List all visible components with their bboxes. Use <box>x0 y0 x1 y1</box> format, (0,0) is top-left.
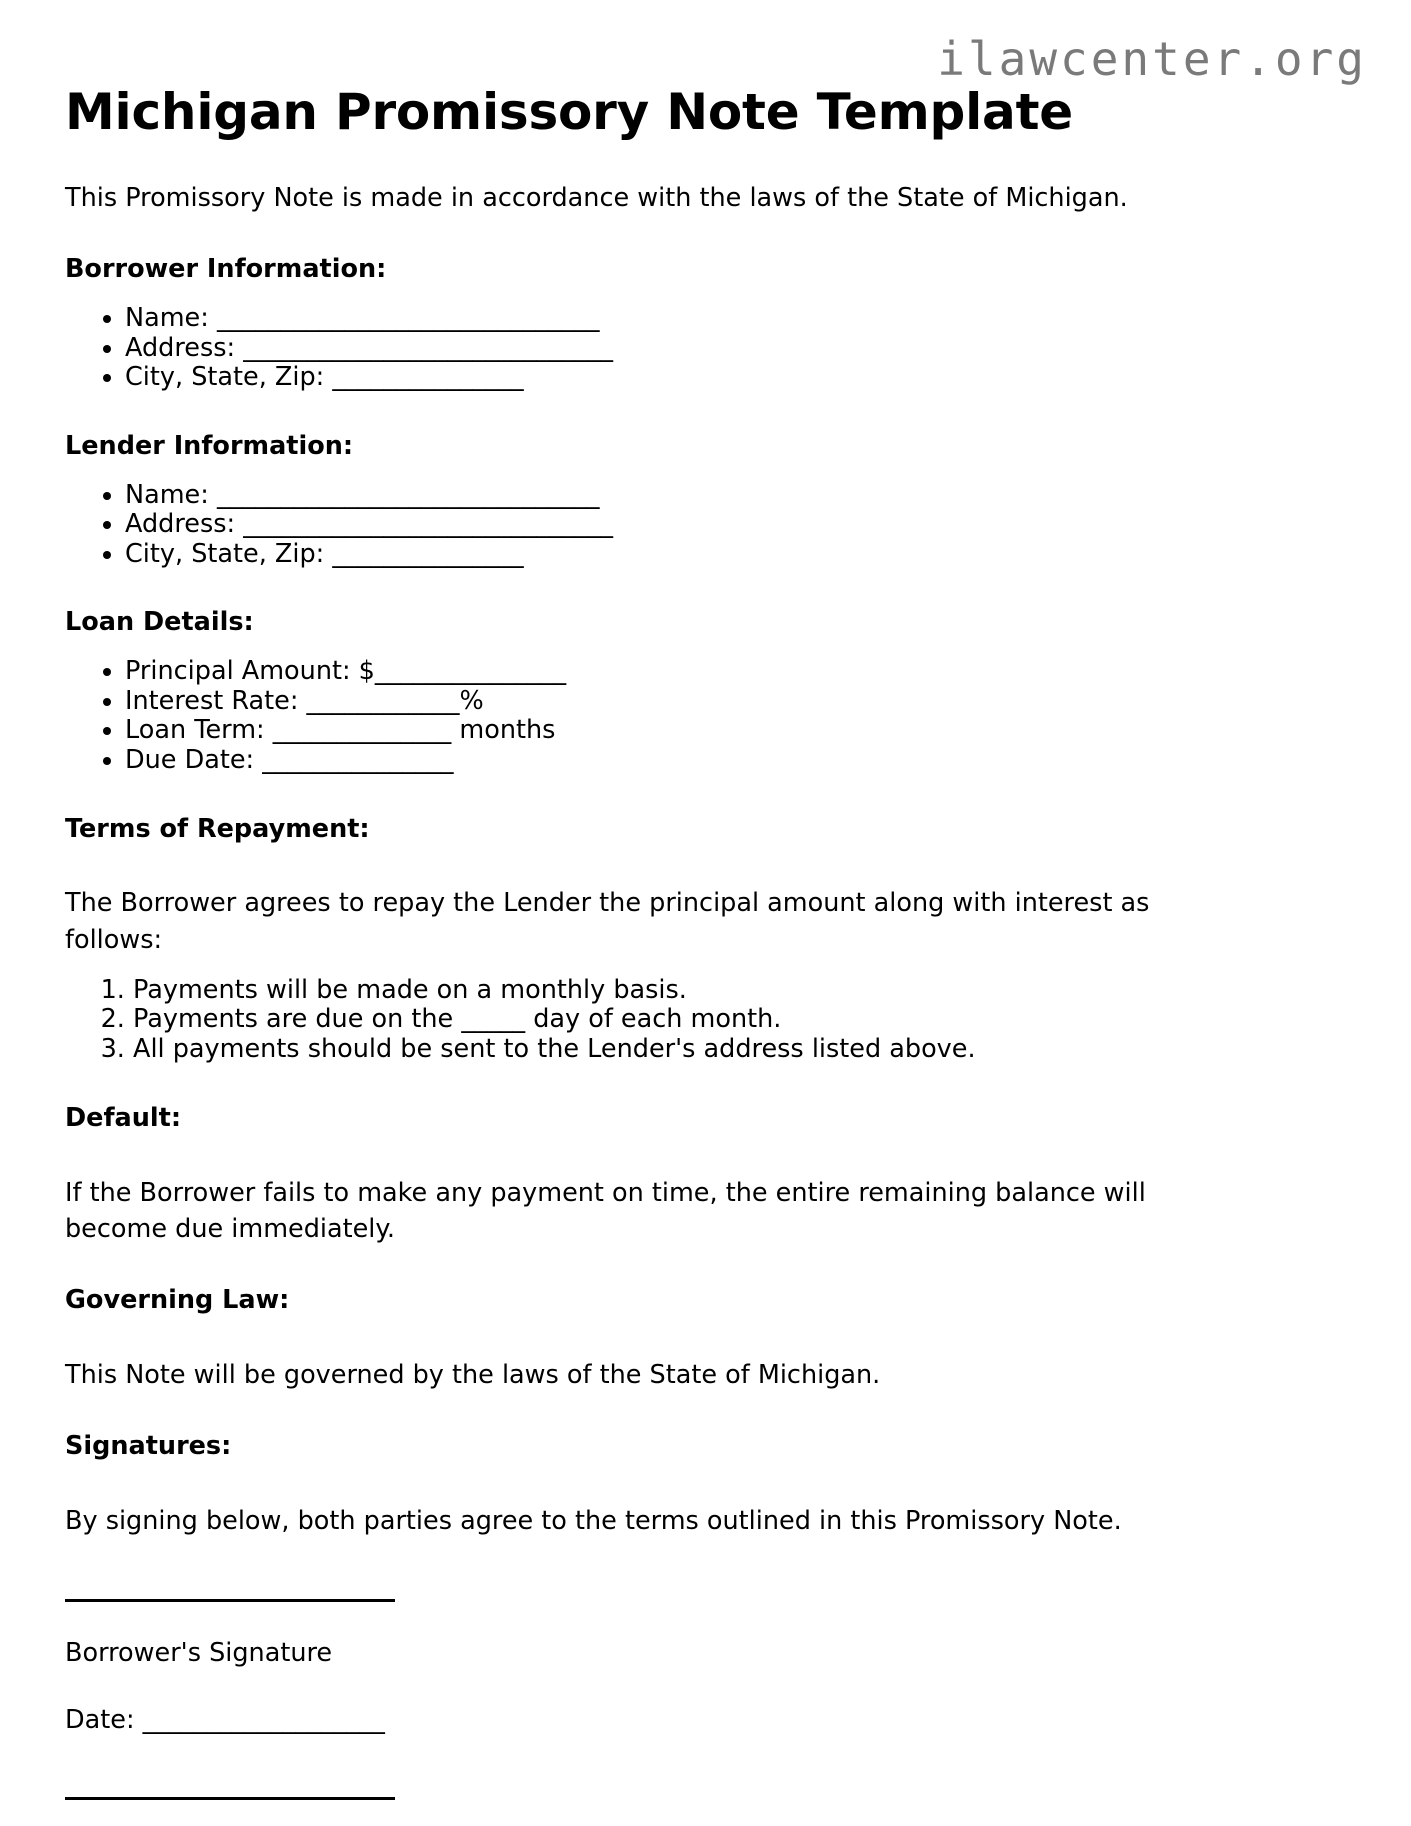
intro-paragraph: This Promissory Note is made in accordance with the laws of the State of Michigan. <box>65 183 1128 213</box>
field-label: Loan Term: <box>125 715 265 746</box>
step-blank[interactable]: _____ <box>461 1004 526 1035</box>
field-label: Address: <box>125 509 236 540</box>
field-label: City, State, Zip: <box>125 362 325 393</box>
field-label: Name: <box>125 303 209 334</box>
field-blank[interactable]: _______________ <box>262 745 454 776</box>
loan-details-fields <box>65 639 1180 775</box>
list-item <box>133 1005 1180 1035</box>
field-blank[interactable]: _____________________________ <box>243 509 614 540</box>
section-heading-terms-of-repayment: Terms of Repayment: <box>65 813 370 844</box>
default-paragraph: If the Borrower fails to make any payment on time, the entire remaining balance will become due immediately. <box>65 1177 1146 1244</box>
field-label: City, State, Zip: <box>125 538 325 569</box>
field-blank[interactable]: _______________ <box>332 538 524 569</box>
lender-signature-line[interactable] <box>65 1797 395 1800</box>
section-heading-signatures: Signatures: <box>65 1430 232 1461</box>
field-suffix: % <box>459 685 484 716</box>
field-label: Name: <box>125 479 209 510</box>
list-item <box>125 746 1180 776</box>
list-item <box>125 657 1180 687</box>
list-item <box>125 481 1180 511</box>
field-label: Address: <box>125 332 236 363</box>
field-blank[interactable]: ____________ <box>306 685 460 716</box>
list-item <box>125 716 1180 746</box>
section-heading-governing-law: Governing Law: <box>65 1284 290 1315</box>
list-item <box>125 540 1180 570</box>
section-heading-borrower-information: Borrower Information: <box>65 254 387 285</box>
borrower-signature-caption: Borrower's Signature <box>65 1638 333 1669</box>
terms-of-repayment-steps <box>65 958 1180 1065</box>
borrower-signature-block <box>65 1539 1180 1735</box>
section-heading-loan-details: Loan Details: <box>65 607 254 638</box>
borrower-date-row <box>65 1669 1180 1736</box>
field-label: Principal Amount: $ <box>125 656 375 687</box>
field-suffix: months <box>459 715 556 746</box>
terms-of-repayment-paragraph: The Borrower agrees to repay the Lender the principal amount along with interest as follows: <box>65 888 1150 955</box>
lender-information-fields <box>65 463 1180 570</box>
list-item <box>125 334 1180 364</box>
section-heading-default: Default: <box>65 1102 182 1133</box>
field-label: Interest Rate: <box>125 685 299 716</box>
governing-law-paragraph: This Note will be governed by the laws of the State of Michigan. <box>65 1359 881 1390</box>
field-blank[interactable]: _______________ <box>332 362 524 393</box>
list-item <box>125 510 1180 540</box>
date-label: Date: <box>65 1704 135 1735</box>
list-item <box>125 304 1180 334</box>
list-item <box>125 687 1180 717</box>
site-watermark: ilawcenter.org <box>937 32 1367 86</box>
list-item <box>133 976 1180 1006</box>
field-label: Due Date: <box>125 745 255 776</box>
signatures-paragraph: By signing below, both parties agree to the terms outlined in this Promissory Note. <box>65 1505 1122 1536</box>
lender-signature-block <box>65 1735 1180 1800</box>
field-blank[interactable]: ______________________________ <box>216 479 600 510</box>
date-blank[interactable]: ___________________ <box>142 1704 385 1735</box>
list-item <box>125 363 1180 393</box>
step-text: Payments are due on the <box>133 1004 454 1035</box>
step-text: Payments will be made on a monthly basis. <box>133 974 687 1005</box>
page-title: Michigan Promissory Note Template <box>65 83 1073 141</box>
borrower-information-fields <box>65 286 1180 393</box>
field-blank[interactable]: ______________________________ <box>216 303 600 334</box>
document-body <box>65 0 1180 1800</box>
field-blank[interactable]: _______________ <box>374 656 567 687</box>
field-blank[interactable]: _____________________________ <box>243 332 614 363</box>
step-text-after: day of each month. <box>533 1004 782 1035</box>
list-item <box>133 1035 1180 1065</box>
step-text: All payments should be sent to the Lender's address listed above. <box>133 1034 976 1065</box>
field-blank[interactable]: ______________ <box>272 715 452 746</box>
section-heading-lender-information: Lender Information: <box>65 430 354 461</box>
